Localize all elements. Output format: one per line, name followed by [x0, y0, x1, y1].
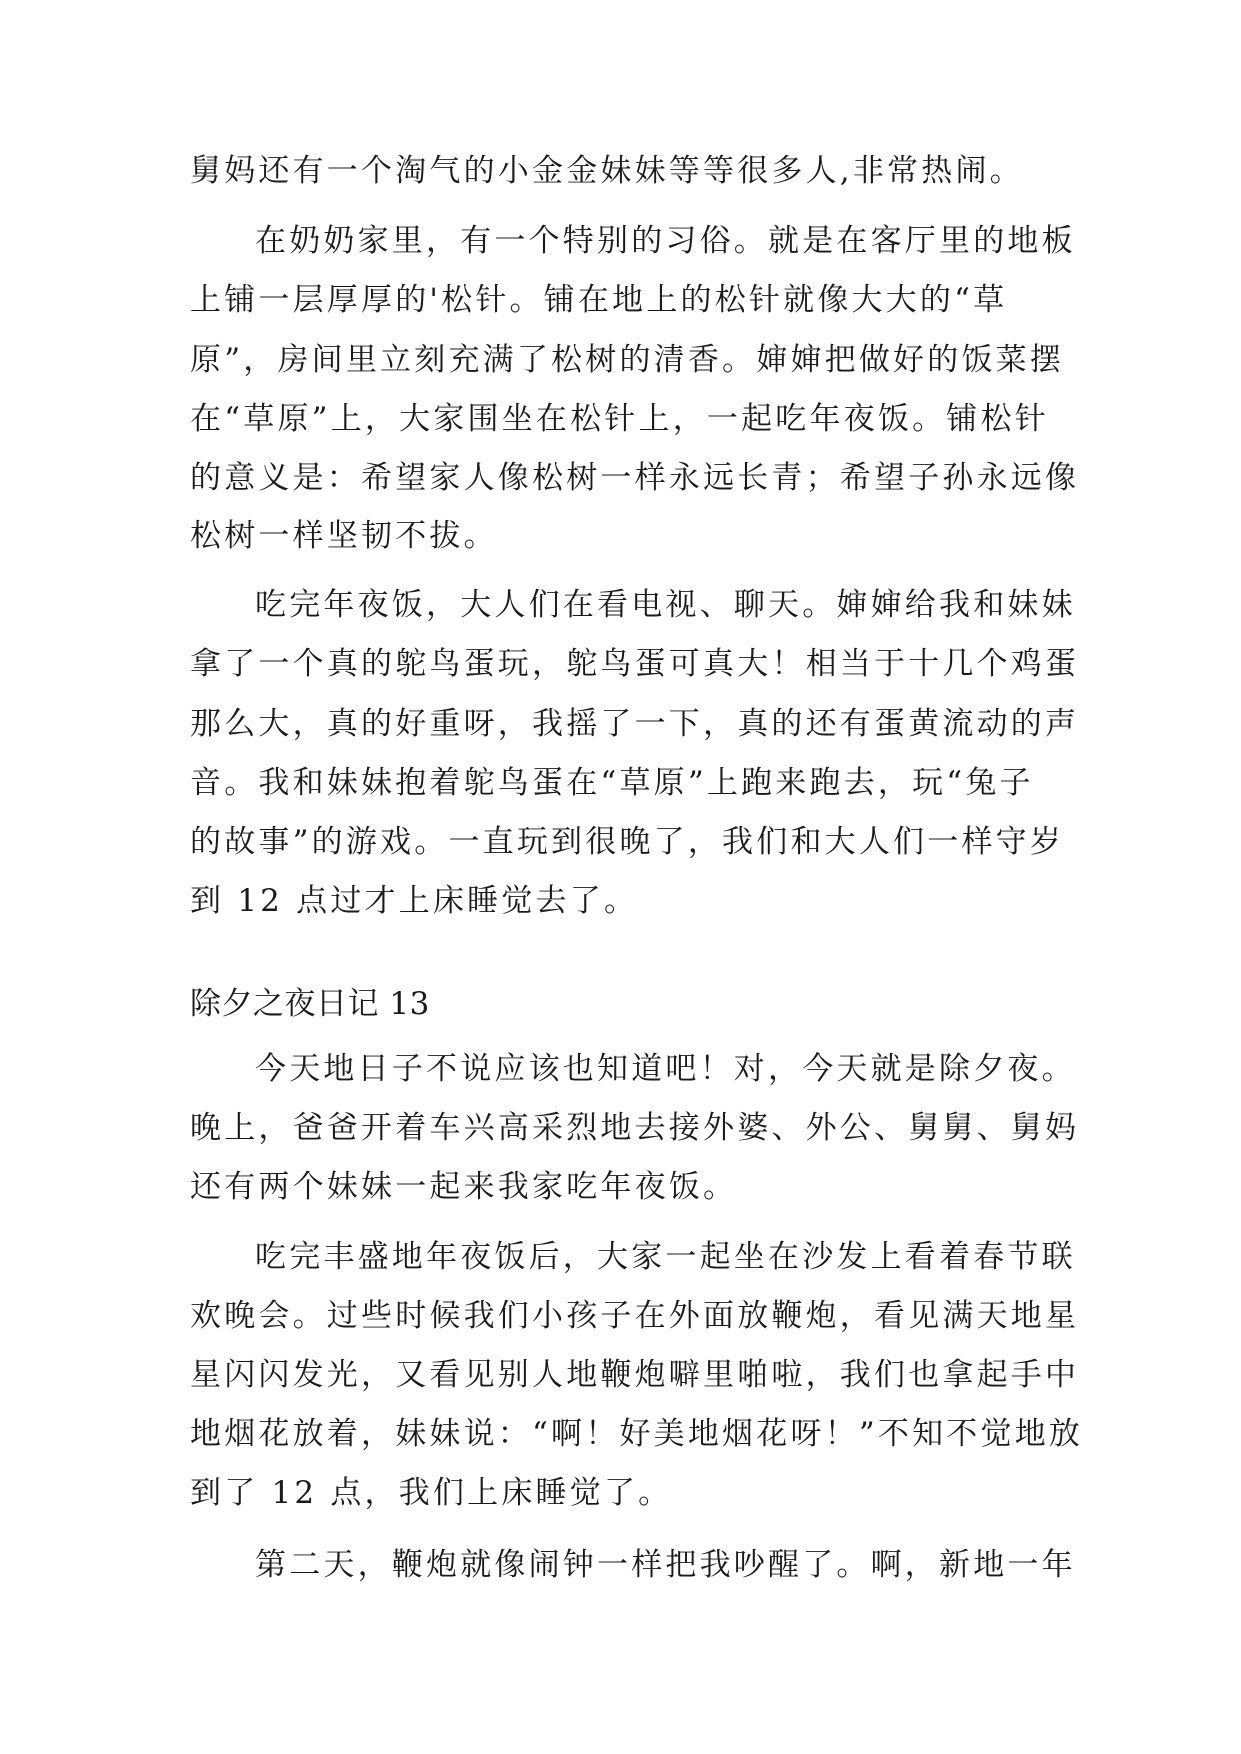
- text-line: 到了 12 点，我们上床睡觉了。: [190, 1475, 673, 1511]
- text-line: 晚上，爸爸开着车兴高采烈地去接外婆、外公、舅舅、舅妈: [190, 1110, 1080, 1146]
- text-line: 舅妈还有一个淘气的小金金妹妹等等很多人,非常热闹。: [190, 153, 1024, 189]
- text-line: 吃完丰盛地年夜饭后，大家一起坐在沙发上看着春节联: [255, 1239, 1076, 1275]
- text-line: 第二天，鞭炮就像闹钟一样把我吵醒了。啊，新地一年: [255, 1547, 1076, 1583]
- text-line: 音。我和妹妹抱着鸵鸟蛋在“草原”上跑来跑去，玩“兔子: [190, 765, 1034, 801]
- text-line: 拿了一个真的鸵鸟蛋玩，鸵鸟蛋可真大！相当于十几个鸡蛋: [190, 646, 1080, 682]
- section-heading: 除夕之夜日记 13: [190, 986, 430, 1022]
- text-line: 星闪闪发光，又看见别人地鞭炮噼里啪啦，我们也拿起手中: [190, 1357, 1080, 1393]
- text-line: 今天地日子不说应该也知道吧！对，今天就是除夕夜。: [255, 1051, 1076, 1087]
- text-line: 的故事”的游戏。一直玩到很晚了，我们和大人们一样守岁: [190, 824, 1065, 860]
- text-line: 的意义是：希望家人像松树一样永远长青；希望子孙永远像: [190, 460, 1080, 496]
- text-line: 欢晚会。过些时候我们小孩子在外面放鞭炮，看见满天地星: [190, 1298, 1080, 1334]
- text-line: 还有两个妹妹一起来我家吃年夜饭。: [190, 1169, 738, 1205]
- text-line: 吃完年夜饭，大人们在看电视、聊天。婶婶给我和妹妹: [255, 587, 1076, 623]
- text-line: 在“草原”上，大家围坐在松针上，一起吃年夜饭。铺松针: [190, 401, 1049, 437]
- text-line: 上铺一层厚厚的'松针。铺在地上的松针就像大大的“草: [190, 282, 1008, 318]
- text-line: 地烟花放着，妹妹说：“啊！好美地烟花呀！”不知不觉地放: [190, 1416, 1084, 1452]
- text-line: 松树一样坚韧不拔。: [190, 518, 498, 554]
- text-line: 原”，房间里立刻充满了松树的清香。婶婶把做好的饭菜摆: [190, 342, 1065, 378]
- text-line: 到 12 点过才上床睡觉去了。: [190, 883, 639, 919]
- text-line: 在奶奶家里，有一个特别的习俗。就是在客厅里的地板: [255, 223, 1076, 259]
- text-line: 那么大，真的好重呀，我摇了一下，真的还有蛋黄流动的声: [190, 706, 1080, 742]
